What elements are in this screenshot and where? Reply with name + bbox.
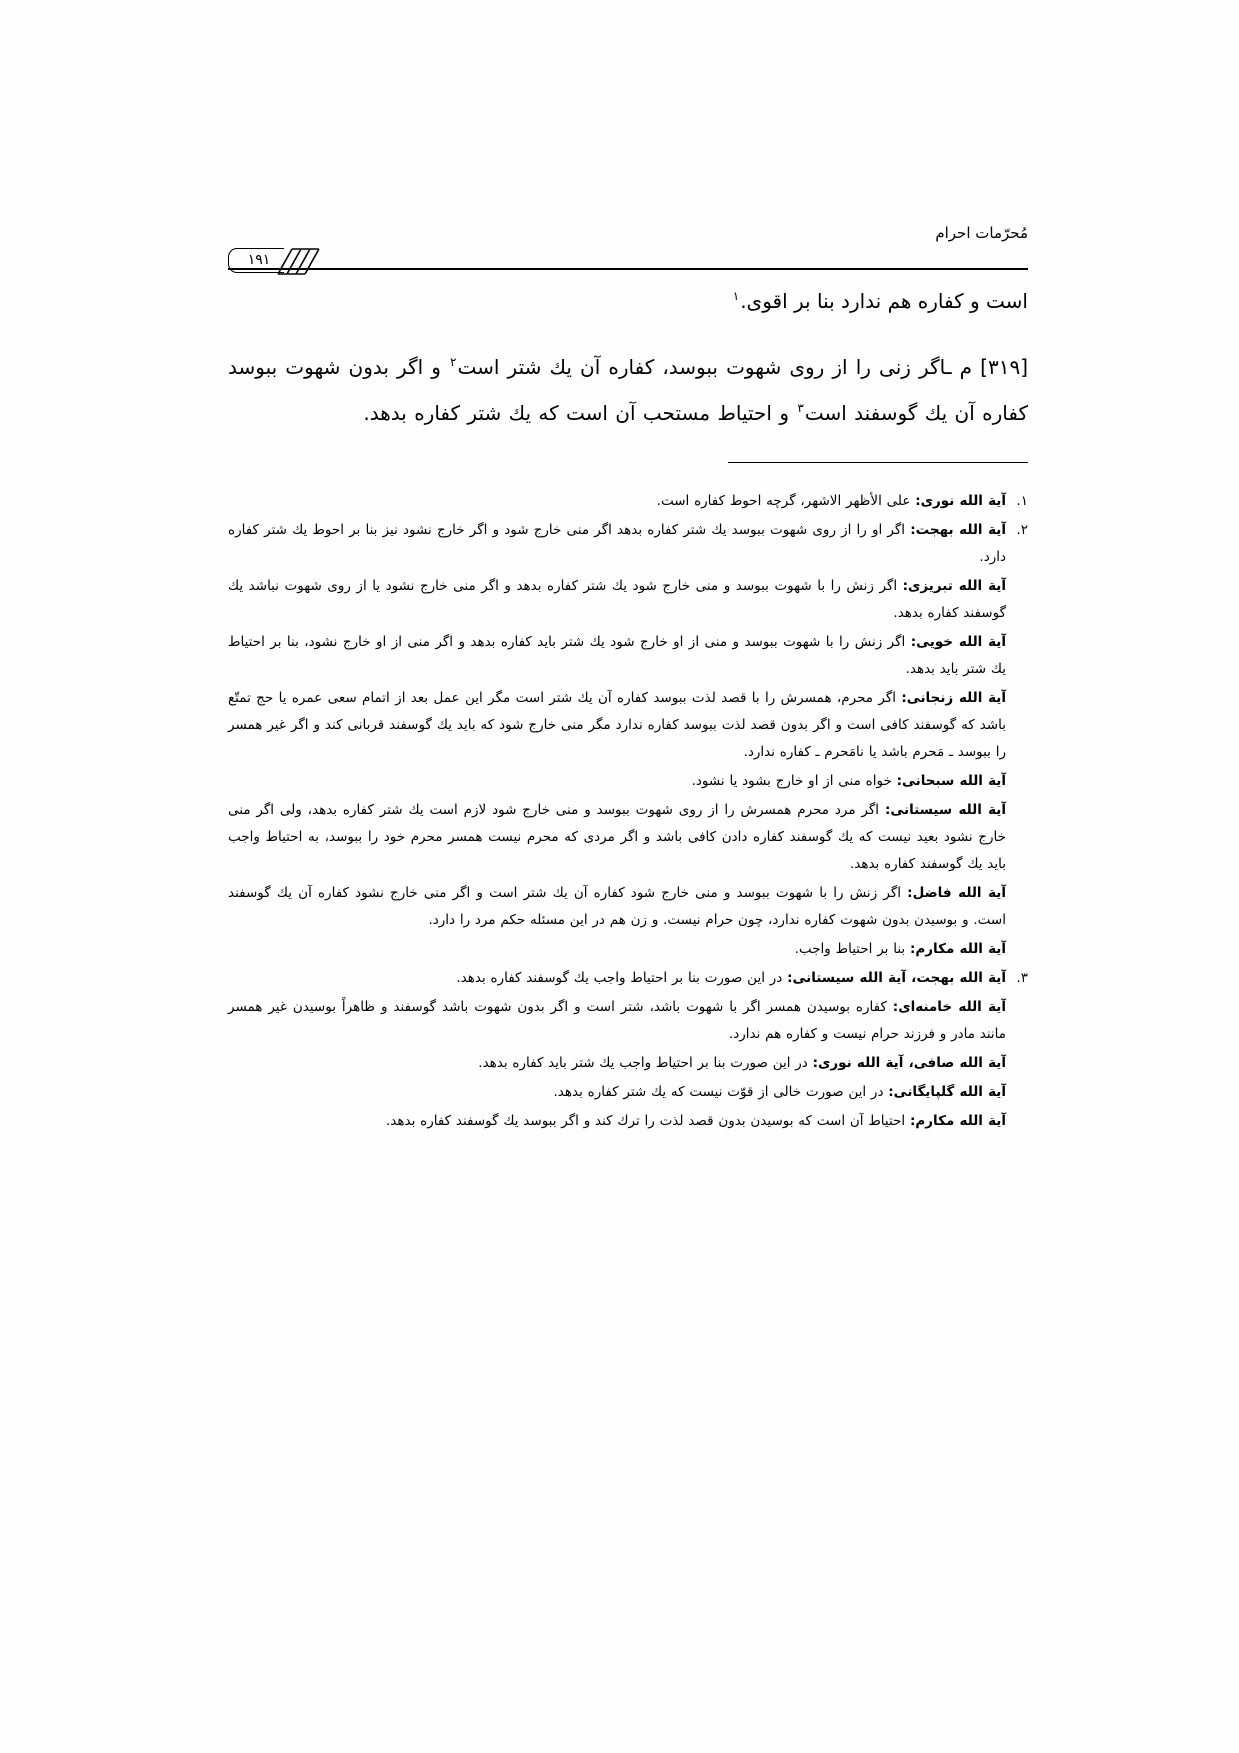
footnote-text <box>228 1079 1006 1106</box>
marja-ruling: احتياط آن است كه بوسيدن بدون قصد لذت را ترك كند و اگر ببوسد يك گوسفند كفاره بدهد. <box>386 1113 906 1129</box>
issue-paragraph <box>228 344 1028 436</box>
footnote-text <box>228 797 1006 878</box>
marja-ruling: على الأظهر الاشهر، گرچه احوط كفاره است. <box>656 493 911 509</box>
footnote-text <box>228 517 1006 571</box>
footnote-separator <box>228 462 1028 472</box>
footnote-entry <box>228 573 1028 627</box>
footnote-text <box>228 1108 1006 1135</box>
header-rule <box>228 268 1028 270</box>
footnote-entry <box>228 488 1028 515</box>
marja-name: آية الله فاضل: <box>907 885 1006 901</box>
footnote-entry <box>228 517 1028 571</box>
footnote-entry <box>228 685 1028 766</box>
footnote-ref-1: ۱ <box>732 289 740 304</box>
marja-name: آية الله بهجت، آية الله سيستانى: <box>787 970 1006 986</box>
marja-ruling: در اين صورت خالى از قوّت نيست كه يك شتر كفاره بدهد. <box>553 1084 884 1100</box>
footnote-text <box>228 629 1006 683</box>
footnote-entry <box>228 1108 1028 1135</box>
marja-name: آية الله نورى: <box>915 493 1006 509</box>
marja-name: آية الله بهجت: <box>910 522 1007 538</box>
marja-ruling: خواه منى از او خارج بشود يا نشود. <box>691 773 892 789</box>
footnote-text <box>228 573 1006 627</box>
footnote-entry <box>228 936 1028 963</box>
footnote-entry <box>228 880 1028 934</box>
footnote-text <box>228 965 1006 992</box>
footnote-entry <box>228 994 1028 1048</box>
footnote-marker: ۳. <box>1016 970 1028 986</box>
issue-label: م <box>959 355 973 379</box>
footnote-text <box>228 994 1006 1048</box>
footnote-text <box>228 685 1006 766</box>
footnote-text <box>228 936 1006 963</box>
marja-name: آية الله مكارم: <box>909 941 1006 957</box>
footnote-rule-line <box>728 462 1028 463</box>
diagonal-slashes-icon <box>280 248 330 273</box>
footnote-entry <box>228 1050 1028 1077</box>
continued-sentence-text: است و كفاره هم ندارد بنا بر اقوى. <box>740 289 1028 313</box>
footnote-entry <box>228 797 1028 878</box>
footnote-text <box>228 880 1006 934</box>
marja-name: آية الله خامنه‌اى: <box>892 999 1006 1015</box>
marja-name: آية الله تبريزى: <box>902 578 1006 594</box>
issue-number: [۳۱۹] <box>980 355 1029 379</box>
marja-ruling: كفاره بوسيدن همسر اگر با شهوت باشد، شتر است و اگر بدون شهوت باشد گوسفند و ظاهراً بوسيدن غير همسر مانند مادر و فرزند حرام نيست و كفاره هم ندارد. <box>228 999 1006 1042</box>
marja-ruling: در اين صورت بنا بر احتياط واجب يك شتر بايد كفاره بدهد. <box>478 1055 808 1071</box>
marja-ruling: در اين صورت بنا بر احتياط واجب يك گوسفند كفاره بدهد. <box>456 970 783 986</box>
footnote-ref-2: ۲ <box>450 355 457 370</box>
marja-name: آية الله خويى: <box>910 634 1006 650</box>
footnotes-section <box>228 488 1028 1135</box>
marja-ruling: اگر مرد محرم همسرش را از روى شهوت ببوسد و منى خارج شود لازم است يك شتر كفاره بدهد، ولى اگر منى خارج نشود بعيد نيست كه يك گوسفند كفاره دادن كافى باشد و اگر مردى كه محرم نيست همسر محرم خود را ببوسد، به احتياط واجب بايد يك گوسفند كفاره بدهد. <box>228 802 1006 872</box>
page-number: ۱۹۱ <box>247 252 271 268</box>
page-number-badge <box>228 248 332 274</box>
issue-segment-2: و اگر بدون شهوت ببوسد كفاره آن يك گوسفند است <box>228 355 1028 425</box>
issue-dash: ـ <box>945 355 952 379</box>
footnote-marker: ۱. <box>1016 493 1028 509</box>
footnote-marker: ۲. <box>1016 522 1028 538</box>
footnote-entry <box>228 768 1028 795</box>
page-content <box>228 222 1028 1137</box>
footnote-text <box>228 488 1006 515</box>
marja-ruling: اگر زنش را با شهوت ببوسد و منى خارج شود كفاره آن يك شتر است و اگر منى خارج نشود كفاره آن يك گوسفند است. و بوسيدن بدون شهوت كفاره ندارد، چون حرام نيست. و زن هم در اين مسئله حكم مرد را دارد. <box>228 885 1006 928</box>
running-header <box>228 222 1028 274</box>
marja-name: آية الله سيستانى: <box>884 802 1006 818</box>
footnote-ref-3: ۳ <box>797 401 804 416</box>
main-body <box>228 280 1028 436</box>
footnote-entry <box>228 1079 1028 1106</box>
marja-ruling: اگر زنش را با شهوت ببوسد و منى از او خارج شود يك شتر بايد كفاره بدهد و اگر منى از او خارج نشود، بنا بر احتياط يك شتر بايد بدهد. <box>228 634 1006 677</box>
footnote-text <box>228 768 1006 795</box>
marja-ruling: اگر محرم، همسرش را با قصد لذت ببوسد كفاره آن يك شتر است مگر اين عمل بعد از اتمام سعى عمره يا حج تمتّع باشد كه گوسفند كافى است و اگر بدون قصد لذت ببوسد كفاره ندارد مگر منى خارج شود كه بايد يك گوسفند قربانى كند و اگر غير همسر را ببوسد ـ مَحرم باشد يا نامَحرم ـ كفاره ندارد. <box>228 690 1006 760</box>
footnote-entry <box>228 965 1028 992</box>
footnote-entry <box>228 629 1028 683</box>
issue-segment-1: اگر زنى را از روى شهوت ببوسد، كفاره آن يك شتر است <box>457 355 946 379</box>
marja-name: آية الله صافى، آية الله نورى: <box>812 1055 1006 1071</box>
marja-name: آية الله زنجانى: <box>901 690 1006 706</box>
marja-ruling: اگر او را از روى شهوت ببوسد يك شتر كفاره بدهد اگر منى خارج شود و اگر خارج نشود نيز بنا بر احوط يك شتر كفاره دارد. <box>228 522 1006 565</box>
continued-sentence <box>228 280 1028 322</box>
marja-name: آية الله گلپايگانى: <box>888 1084 1006 1100</box>
marja-name: آية الله سبحانى: <box>896 773 1006 789</box>
marja-ruling: بنا بر احتياط واجب. <box>794 941 906 957</box>
marja-ruling: اگر زنش را با شهوت ببوسد و منى خارج شود يك شتر كفاره بدهد و اگر منى خارج نشود يا از روى شهوت نباشد يك گوسفند كفاره بدهد. <box>228 578 1006 621</box>
header-title: مُحرّمات احرام <box>935 224 1028 242</box>
issue-segment-3: و احتياط مستحب آن است كه يك شتر كفاره بدهد. <box>363 401 789 425</box>
marja-name: آية الله مكارم: <box>909 1113 1006 1129</box>
footnote-text <box>228 1050 1006 1077</box>
